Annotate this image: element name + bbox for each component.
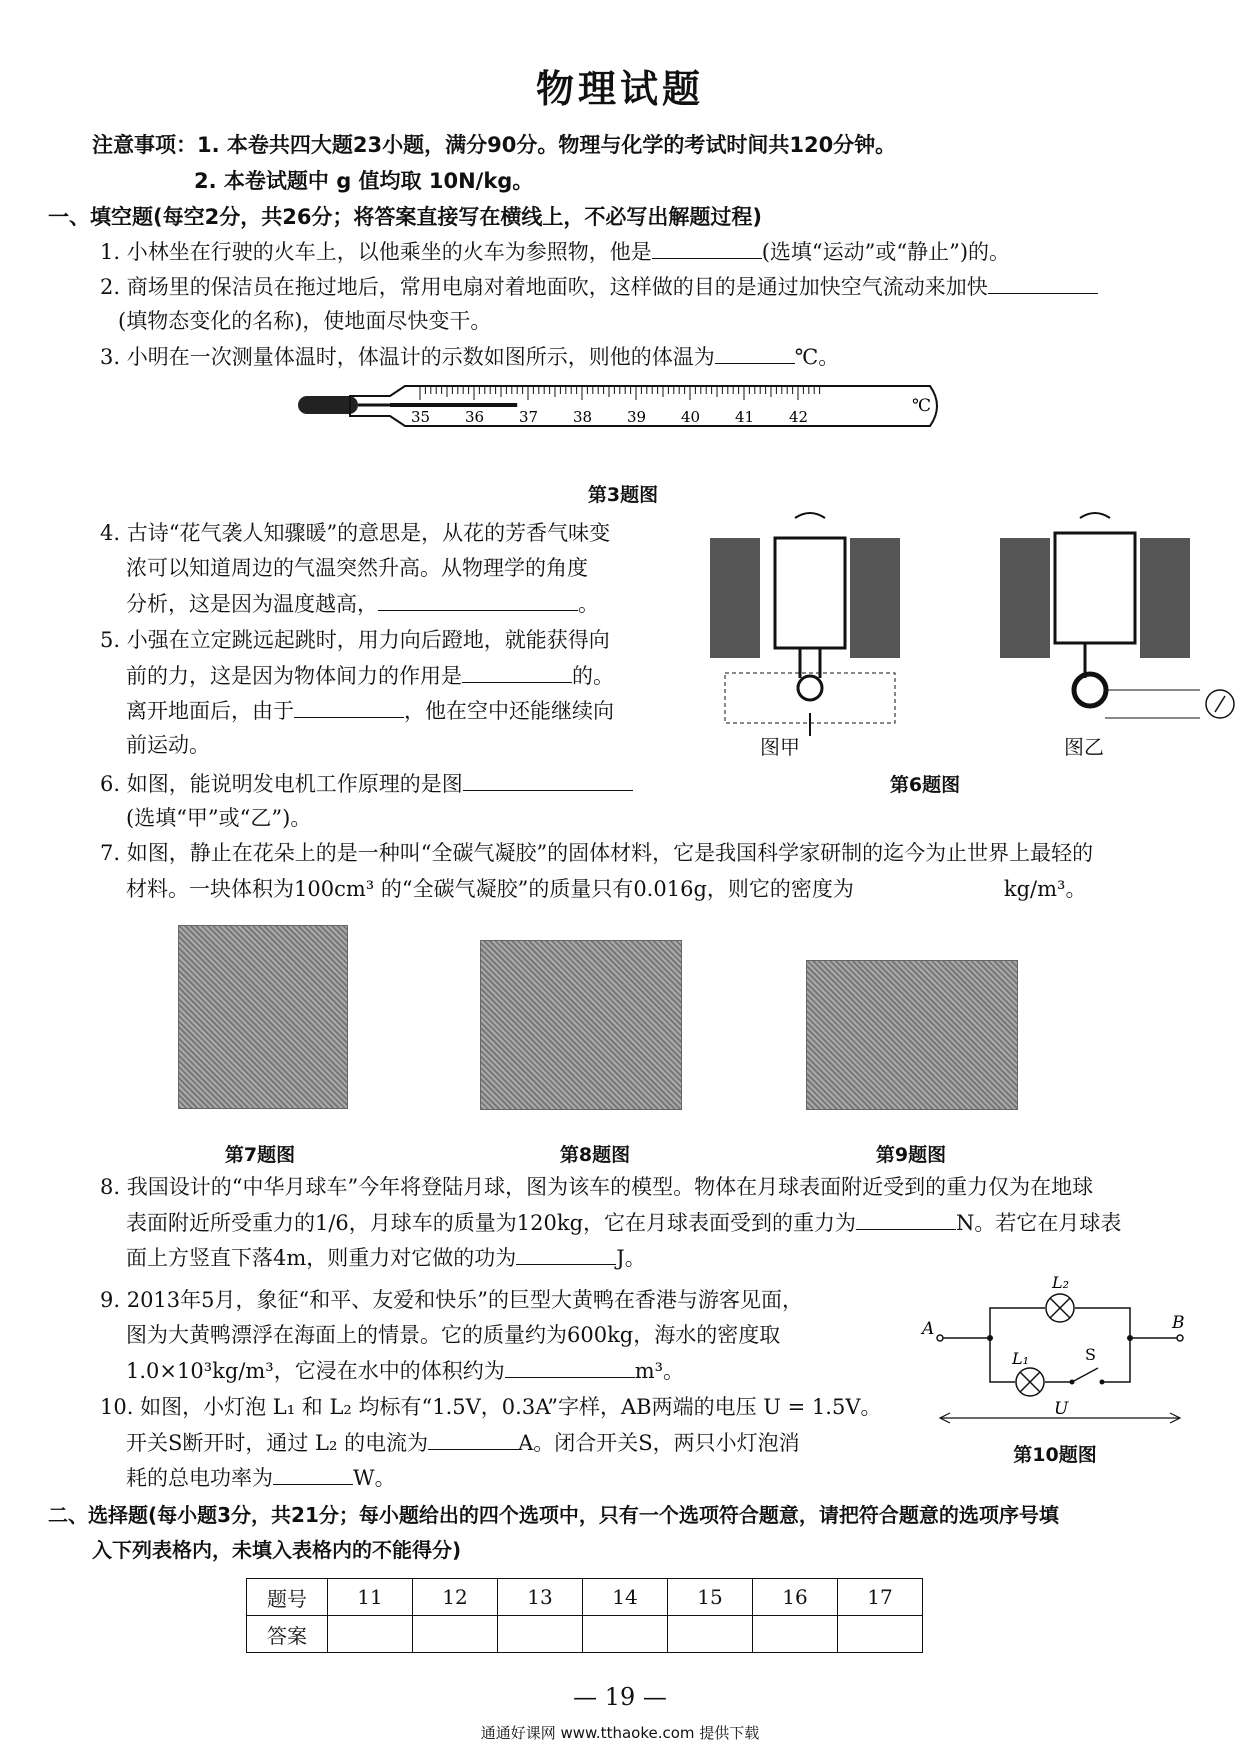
table-cell-number: 14 (583, 1579, 668, 1616)
table-cell-answer[interactable] (498, 1616, 583, 1653)
table-row-answers (247, 1616, 923, 1653)
fig9-photo (806, 960, 1018, 1110)
q8-line-2: 表面附近所受重力的1/6，月球车的质量为120kg，它在月球表面受到的重力为 (126, 1211, 857, 1235)
q6-answer-blank[interactable] (463, 768, 633, 791)
q4-line-1: 4. 古诗“花气袭人知骤暖”的意思是，从花的芳香气味变 (100, 521, 611, 545)
q8-line-3: 面上方竖直下落4m，则重力对它做的功为 (126, 1246, 517, 1270)
section2-heading: 二、选择题(每小题3分，共21分；每小题给出的四个选项中，只有一个选项符合题意，请把符合题意的选项序号填 (48, 1503, 1059, 1527)
q8-line-2-end: N。若它在月球表 (956, 1211, 1122, 1235)
thermometer-tick-label: 36 (465, 408, 485, 426)
fig9-caption: 第9题图 (875, 1144, 947, 1166)
q10-line-3-end: W。 (353, 1466, 396, 1490)
q5-line-4: 前运动。 (126, 733, 210, 757)
table-cell-number: 17 (838, 1579, 923, 1616)
notes-line-2: 2. 本卷试题中 g 值均取 10N/kg。 (194, 169, 534, 193)
lamp-l2 (1046, 1294, 1074, 1322)
q10-line-2: 开关S断开时，通过 L₂ 的电流为 (126, 1431, 429, 1455)
fig10-caption: 第10题图 (1013, 1444, 1097, 1466)
q2-text: 2. 商场里的保洁员在拖过地后，常用电扇对着地面吹，这样做的目的是通过加快空气流动来加快 (100, 275, 988, 299)
question-10-cont (126, 1462, 396, 1493)
q1-text: 1. 小林坐在行驶的火车上，以他乘坐的火车为参照物，他是 (100, 240, 652, 264)
q9-line-3: 1.0×10³kg/m³，它浸在水中的体积约为 (126, 1359, 505, 1383)
thermometer-tick-label: 35 (411, 408, 431, 426)
q9-line-2: 图为大黄鸭漂浮在海面上的情景。它的质量约为600kg，海水的密度取 (126, 1323, 781, 1347)
fig6-left-label: 图甲 (760, 735, 800, 759)
q3-text: 3. 小明在一次测量体温时，体温计的示数如图所示，则他的体温为 (100, 345, 715, 369)
thermometer-tick-label: 39 (627, 408, 647, 426)
q5-line-2-end: 的。 (572, 664, 614, 688)
section1-heading: 一、填空题(每空2分，共26分；将答案直接写在横线上，不必写出解题过程) (48, 205, 763, 229)
q9-unit: m³。 (634, 1359, 685, 1383)
page-number: — 19 — (573, 1683, 667, 1711)
q9-answer-blank[interactable] (505, 1355, 635, 1378)
q4-line-3: 分析，这是因为温度越高， (126, 592, 378, 616)
label-u: U (1054, 1399, 1069, 1419)
footer-site-credit: 通通好课网 www.tthaoke.com 提供下载 (480, 1724, 760, 1742)
table-cell-number: 15 (668, 1579, 753, 1616)
q10-answer-blank-2[interactable] (273, 1462, 353, 1485)
q7-unit: kg/m³。 (1003, 877, 1087, 901)
q1-answer-blank[interactable] (652, 236, 762, 259)
q8-answer-blank-2[interactable] (516, 1242, 616, 1265)
q10-line-3: 耗的总电功率为 (126, 1466, 273, 1490)
answer-table (246, 1578, 923, 1653)
q10-line-2-end: A。闭合开关S，两只小灯泡消 (518, 1431, 800, 1455)
table-cell-answer[interactable] (413, 1616, 498, 1653)
table-row-numbers (247, 1579, 923, 1616)
table-cell-number: 11 (328, 1579, 413, 1616)
question-8 (126, 1207, 1121, 1238)
thermometer-tick-label: 38 (573, 408, 593, 426)
q7-line-2: 材料。一块体积为100cm³ 的“全碳气凝胶”的质量只有0.016g，则它的密度为 (126, 877, 854, 901)
table-cell-number: 13 (498, 1579, 583, 1616)
q6-text-end: (选填“甲”或“乙”)。 (126, 806, 312, 830)
thermometer-tick-label: 37 (519, 408, 539, 426)
q7-line-1: 7. 如图，静止在花朵上的是一种叫“全碳气凝胶”的固体材料，它是我国科学家研制的迄今为止世界上最轻的 (100, 841, 1094, 865)
q4-answer-blank[interactable] (378, 588, 578, 611)
fig8-caption: 第8题图 (559, 1144, 631, 1166)
thermometer-tick-label: 42 (789, 408, 809, 426)
table-header-number: 题号 (247, 1579, 328, 1616)
q7-answer-blank[interactable] (854, 873, 1004, 896)
question-4 (126, 588, 599, 619)
notes-line-1: 注意事项：1. 本卷共四大题23小题，满分90分。物理与化学的考试时间共120分钟。 (92, 133, 897, 157)
question-9 (126, 1355, 684, 1386)
question-1 (100, 236, 1010, 267)
table-header-answer: 答案 (247, 1616, 328, 1653)
fig6-diagrams (700, 508, 1240, 748)
q8-line-1: 8. 我国设计的“中华月球车”今年将登陆月球，图为该车的模型。物体在月球表面附近受到的重力仅为在地球 (100, 1175, 1094, 1199)
fig7-caption: 第7题图 (224, 1144, 296, 1166)
table-cell-number: 12 (413, 1579, 498, 1616)
lamp-l1 (1016, 1368, 1044, 1396)
question-2 (100, 271, 1098, 302)
q5-line-3-end: ，他在空中还能继续向 (404, 699, 614, 723)
thermometer-figure (290, 378, 940, 454)
fig8-photo (480, 940, 682, 1110)
fig6-right-diagram (1000, 513, 1234, 718)
q1-text-end: (选填“运动”或“静止”)的。 (761, 240, 1011, 264)
q2-answer-blank[interactable] (988, 271, 1098, 294)
label-a: A (922, 1319, 935, 1339)
table-cell-answer[interactable] (838, 1616, 923, 1653)
question-10 (126, 1427, 800, 1458)
thermometer-tick-label: 40 (681, 408, 701, 426)
table-cell-number: 16 (753, 1579, 838, 1616)
thermometer-unit: ℃ (912, 396, 932, 416)
q3-answer-blank[interactable] (715, 341, 795, 364)
fig6-left-diagram (710, 513, 900, 736)
table-cell-answer[interactable] (328, 1616, 413, 1653)
page-title: 物理试题 (535, 67, 704, 111)
question-8-cont (126, 1242, 646, 1273)
q10-answer-blank-1[interactable] (428, 1427, 518, 1450)
label-l2: L₂ (1052, 1273, 1070, 1292)
q8-answer-blank-1[interactable] (856, 1207, 956, 1230)
label-l1: L₁ (1012, 1349, 1030, 1368)
q5-answer-blank-1[interactable] (462, 660, 572, 683)
question-7 (126, 873, 1086, 904)
question-6 (100, 768, 633, 799)
label-b: B (1172, 1313, 1185, 1333)
table-cell-answer[interactable] (583, 1616, 668, 1653)
section2-heading-cont: 入下列表格内，未填入表格内的不能得分) (92, 1538, 462, 1562)
fig6-right-label: 图乙 (1064, 735, 1104, 759)
q5-line-2: 前的力，这是因为物体间力的作用是 (126, 664, 462, 688)
switch-s (1072, 1368, 1098, 1382)
fig7-photo (178, 925, 348, 1109)
q5-line-1: 5. 小强在立定跳远起跳时，用力向后蹬地，就能获得向 (100, 628, 610, 652)
q9-line-1: 9. 2013年5月，象征“和平、友爱和快乐”的巨型大黄鸭在香港与游客见面， (100, 1288, 803, 1312)
q5-answer-blank-2[interactable] (294, 695, 404, 718)
question-5 (126, 660, 614, 691)
fig6-caption: 第6题图 (889, 774, 961, 796)
table-cell-answer[interactable] (668, 1616, 753, 1653)
fig3-caption: 第3题图 (587, 484, 659, 506)
q6-text: 6. 如图，能说明发电机工作原理的是图 (100, 772, 463, 796)
q4-line-2: 浓可以知道周边的气温突然升高。从物理学的角度 (126, 556, 588, 580)
label-s: S (1085, 1345, 1096, 1364)
q2-text-end: (填物态变化的名称)，使地面尽快变干。 (118, 309, 492, 333)
terminal-a (937, 1335, 943, 1341)
q10-line-1: 10. 如图，小灯泡 L₁ 和 L₂ 均标有“1.5V，0.3A”字样，AB两端的电压 U = 1.5V。 (100, 1395, 882, 1419)
q4-end: 。 (578, 592, 599, 616)
question-5-cont (126, 695, 614, 726)
table-cell-answer[interactable] (753, 1616, 838, 1653)
thermometer-tick-label: 41 (735, 408, 755, 426)
q8-line-3-end: J。 (616, 1246, 646, 1270)
q3-unit: ℃。 (794, 345, 840, 369)
fig10-circuit (920, 1270, 1190, 1440)
question-3 (100, 341, 839, 372)
q5-line-3: 离开地面后，由于 (126, 699, 294, 723)
terminal-b (1177, 1335, 1183, 1341)
